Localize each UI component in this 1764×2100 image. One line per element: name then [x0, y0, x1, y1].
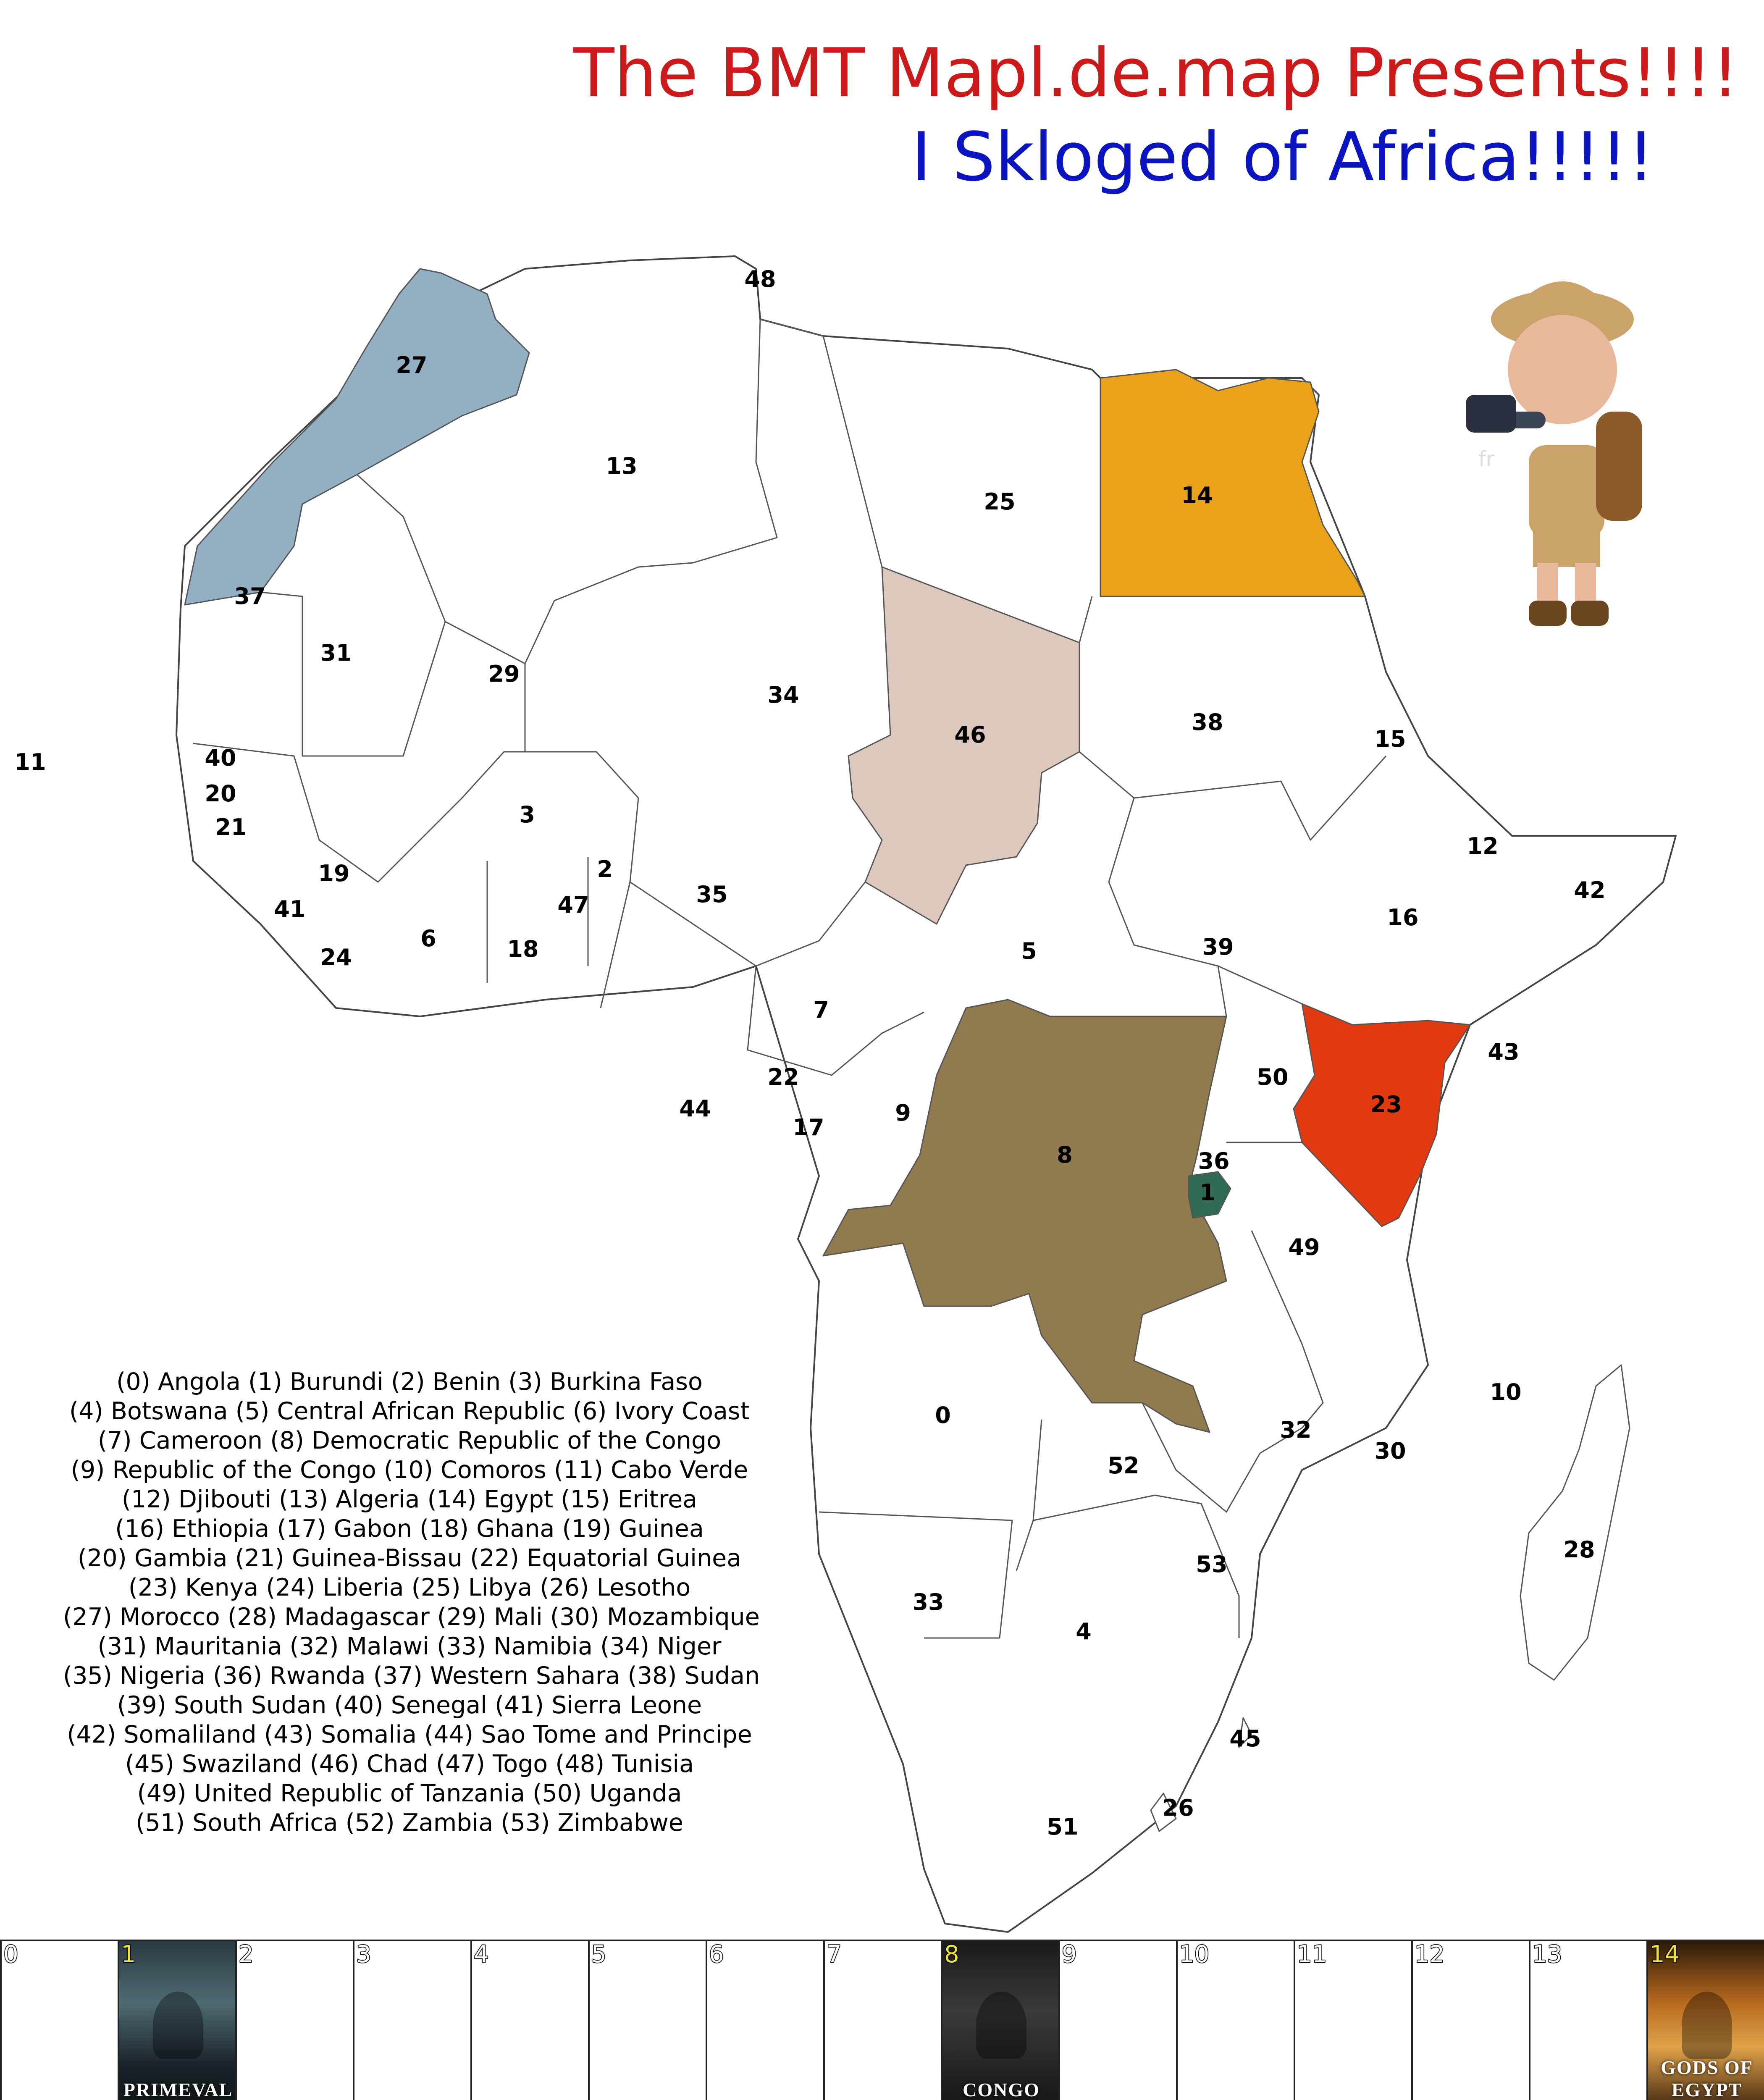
map-label-30: 30 — [1374, 1438, 1406, 1464]
country-drc — [823, 1000, 1226, 1432]
map-label-26: 26 — [1162, 1795, 1194, 1821]
map-label-16: 16 — [1387, 904, 1419, 931]
map-label-22: 22 — [767, 1064, 799, 1090]
poster-slot-5[interactable] — [588, 1940, 707, 2100]
map-label-25: 25 — [984, 488, 1016, 515]
map-label-45: 45 — [1229, 1725, 1261, 1752]
country-morocco — [185, 269, 529, 605]
poster-slot-number: 8 — [944, 1941, 959, 1968]
poster-slot-number: 4 — [474, 1941, 489, 1968]
map-label-1: 1 — [1200, 1179, 1215, 1206]
legend-line: (7) Cameroon (8) Democratic Republic of the Congo — [97, 1427, 722, 1454]
map-label-42: 42 — [1574, 877, 1606, 903]
poster-slot-4[interactable] — [470, 1940, 590, 2100]
poster-slot-8[interactable] — [941, 1940, 1060, 2100]
poster-slot-2[interactable] — [235, 1940, 354, 2100]
map-label-32: 32 — [1280, 1417, 1312, 1443]
legend-line: (23) Kenya (24) Liberia (25) Libya (26) Lesotho — [128, 1574, 691, 1601]
poster-slot-number: 11 — [1297, 1941, 1327, 1968]
map-label-41: 41 — [274, 896, 306, 922]
map-label-9: 9 — [895, 1100, 911, 1126]
map-label-12: 12 — [1467, 833, 1499, 859]
map-label-49: 49 — [1288, 1234, 1320, 1260]
map-label-23: 23 — [1370, 1091, 1402, 1118]
map-label-36: 36 — [1198, 1148, 1230, 1174]
poster-slot-number: 7 — [827, 1941, 842, 1968]
map-label-46: 46 — [954, 722, 986, 748]
poster-image-1 — [119, 1941, 237, 2100]
poster-slot-number: 14 — [1650, 1941, 1680, 1968]
map-label-34: 34 — [767, 682, 799, 708]
poster-slot-1[interactable] — [118, 1940, 237, 2100]
map-label-50: 50 — [1257, 1064, 1289, 1090]
map-label-40: 40 — [205, 745, 236, 771]
poster-slot-number: 9 — [1062, 1941, 1077, 1968]
map-label-38: 38 — [1192, 709, 1223, 735]
map-label-13: 13 — [606, 453, 638, 479]
legend-line: (42) Somaliland (43) Somalia (44) Sao Tome and Principe — [67, 1721, 752, 1748]
poster-title-text: PRIMEVAL — [123, 2079, 233, 2100]
map-label-53: 53 — [1196, 1551, 1228, 1578]
poster-slot-number: 6 — [709, 1941, 724, 1968]
map-label-43: 43 — [1488, 1039, 1520, 1065]
legend-line: (27) Morocco (28) Madagascar (29) Mali (30) Mozambique — [63, 1603, 760, 1631]
poster-figure — [1682, 1992, 1732, 2059]
legend-line: (49) United Republic of Tanzania (50) Uganda — [137, 1780, 682, 1807]
explorer-figure — [1466, 281, 1642, 626]
map-label-5: 5 — [1021, 938, 1037, 964]
map-label-15: 15 — [1374, 726, 1406, 752]
poster-slot-0[interactable] — [0, 1940, 119, 2100]
poster-slot-11[interactable] — [1294, 1940, 1413, 2100]
map-label-8: 8 — [1057, 1142, 1073, 1168]
poster-slot-number: 2 — [239, 1941, 254, 1968]
map-label-31: 31 — [320, 640, 352, 666]
map-label-48: 48 — [744, 266, 776, 292]
poster-slot-7[interactable] — [823, 1940, 942, 2100]
map-label-39: 39 — [1202, 934, 1234, 960]
legend-line: (4) Botswana (5) Central African Republic (6) Ivory Coast — [69, 1397, 750, 1425]
legend-line: (51) South Africa (52) Zambia (53) Zimbabwe — [136, 1809, 683, 1837]
map-label-44: 44 — [679, 1095, 711, 1122]
map-label-19: 19 — [318, 860, 350, 887]
poster-slot-14[interactable] — [1646, 1940, 1764, 2100]
country-legend — [63, 1367, 760, 1838]
legend-line: (39) South Sudan (40) Senegal (41) Sierra Leone — [117, 1691, 702, 1719]
map-label-11: 11 — [14, 749, 46, 775]
poster-slot-13[interactable] — [1529, 1940, 1648, 2100]
poster-image-8 — [942, 1941, 1060, 2100]
legend-line: (9) Republic of the Congo (10) Comoros (11) Cabo Verde — [71, 1456, 748, 1484]
poster-subtitle: I Skloged of Africa!!!!! — [911, 118, 1655, 196]
poster-slot-10[interactable] — [1176, 1940, 1295, 2100]
poster-slot-6[interactable] — [706, 1940, 825, 2100]
poster-slot-number: 12 — [1415, 1941, 1445, 1968]
map-label-28: 28 — [1563, 1536, 1595, 1563]
poster-slot-12[interactable] — [1411, 1940, 1530, 2100]
poster-figure — [976, 1992, 1026, 2059]
map-label-47: 47 — [557, 892, 589, 918]
map-label-0: 0 — [935, 1402, 951, 1428]
map-label-18: 18 — [507, 936, 539, 962]
map-label-20: 20 — [205, 780, 236, 807]
poster-figure — [153, 1992, 203, 2059]
poster-slot-number: 1 — [121, 1941, 136, 1968]
legend-line: (0) Angola (1) Burundi (2) Benin (3) Burkina Faso — [116, 1368, 703, 1396]
map-label-3: 3 — [519, 801, 535, 828]
country-madagascar — [1520, 1365, 1630, 1680]
poster-slot-number: 3 — [356, 1941, 371, 1968]
legend-line: (31) Mauritania (32) Malawi (33) Namibia (34) Niger — [97, 1633, 722, 1660]
poster-title-text: GODS OF EGYPT — [1661, 2057, 1753, 2100]
poster-title: The BMT Mapl.de.map Presents!!!! — [573, 34, 1739, 112]
poster-slot-9[interactable] — [1058, 1940, 1178, 2100]
map-label-10: 10 — [1490, 1379, 1522, 1405]
poster-slot-number: 0 — [3, 1941, 18, 1968]
map-label-35: 35 — [696, 881, 728, 908]
poster-title-text: CONGO — [963, 2079, 1040, 2100]
map-label-4: 4 — [1076, 1618, 1092, 1645]
map-label-14: 14 — [1181, 482, 1213, 509]
map-label-37: 37 — [234, 583, 266, 609]
watermark-text: fr — [1478, 447, 1495, 471]
poster-slot-number: 10 — [1179, 1941, 1210, 1968]
map-label-52: 52 — [1108, 1452, 1139, 1479]
map-label-29: 29 — [488, 661, 520, 687]
map-label-27: 27 — [396, 352, 428, 378]
poster-slot-number: 13 — [1532, 1941, 1562, 1968]
legend-line: (35) Nigeria (36) Rwanda (37) Western Sahara (38) Sudan — [63, 1662, 760, 1690]
country-egypt — [1100, 370, 1365, 596]
legend-line: (45) Swaziland (46) Chad (47) Togo (48) Tunisia — [125, 1750, 694, 1778]
map-label-6: 6 — [420, 925, 436, 952]
map-label-17: 17 — [793, 1114, 824, 1141]
map-label-24: 24 — [320, 944, 352, 971]
map-label-51: 51 — [1047, 1814, 1079, 1840]
legend-line: (20) Gambia (21) Guinea-Bissau (22) Equatorial Guinea — [77, 1544, 742, 1572]
legend-line: (12) Djibouti (13) Algeria (14) Egypt (15) Eritrea — [121, 1486, 698, 1513]
map-label-33: 33 — [912, 1589, 944, 1615]
legend-line: (16) Ethiopia (17) Gabon (18) Ghana (19) Guinea — [115, 1515, 704, 1543]
poster-grid — [0, 1940, 1764, 2100]
map-label-21: 21 — [215, 814, 247, 840]
map-label-7: 7 — [813, 997, 829, 1023]
poster-slot-number: 5 — [591, 1941, 606, 1968]
map-label-2: 2 — [597, 856, 613, 882]
poster-slot-3[interactable] — [353, 1940, 472, 2100]
